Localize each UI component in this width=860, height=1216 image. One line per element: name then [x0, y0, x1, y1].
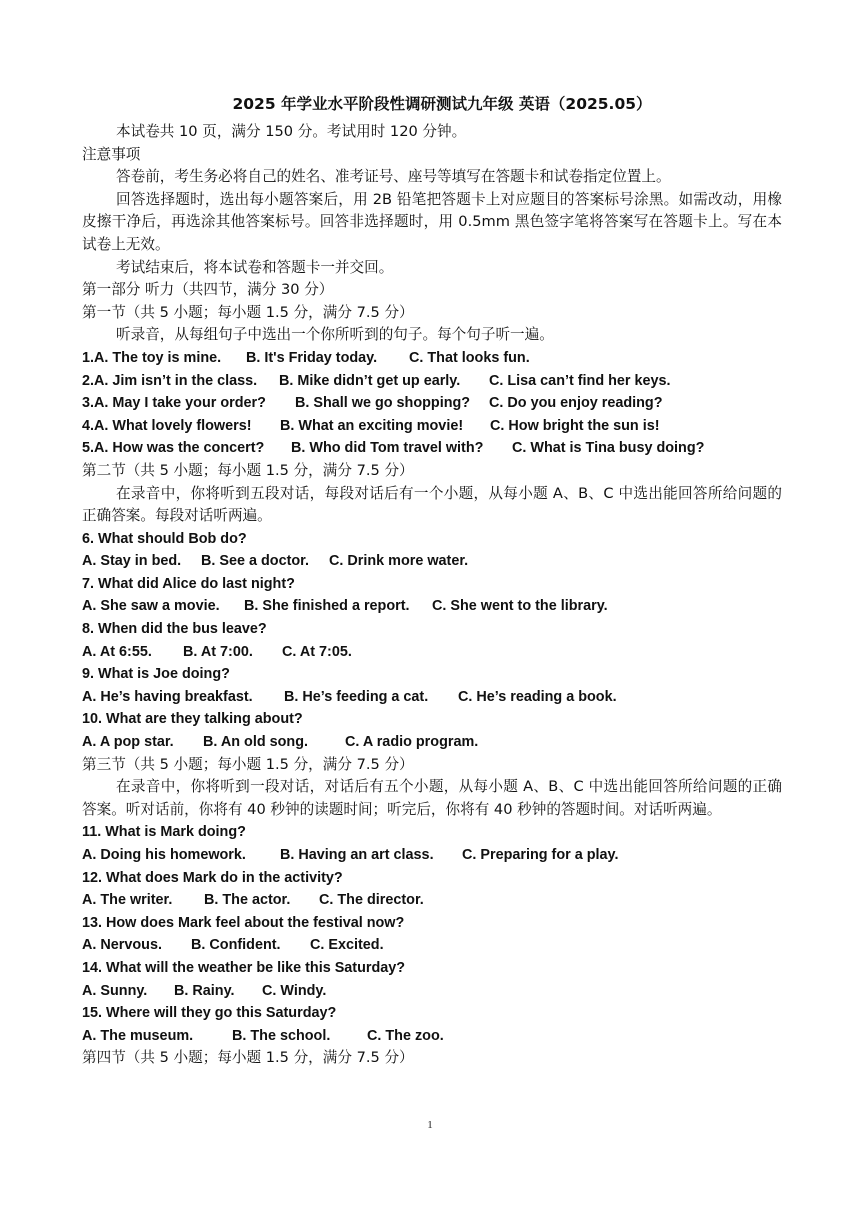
options-13: [82, 934, 782, 957]
option-c: C. Excited.: [310, 937, 384, 954]
option-a: A. Nervous.: [82, 937, 162, 954]
option-c: C. Drink more water.: [329, 553, 469, 570]
option-c: C. A radio program.: [345, 734, 479, 751]
question-13: 13. How does Mark feel about the festival now?: [82, 914, 405, 931]
option-b: B. At 7:00.: [183, 643, 253, 660]
intro-text: 本试卷共 10 页，满分 150 分。考试用时 120 分钟。: [116, 123, 467, 140]
part1-heading: 第一部分 听力（共四节，满分 30 分）: [82, 281, 334, 299]
option-a: 3.A. May I take your order?: [82, 395, 266, 412]
options-10: [82, 731, 782, 754]
option-a: A. Doing his homework.: [82, 847, 246, 863]
option-b: B. Who did Tom travel with?: [291, 440, 484, 457]
option-a: A. The museum.: [82, 1027, 194, 1044]
sentence-item-3: [82, 392, 782, 415]
option-a: 2.A. Jim isn’t in the class.: [82, 372, 258, 389]
options-7: [82, 595, 782, 618]
option-b: B. What an exciting movie!: [280, 417, 464, 434]
option-c: C. What is Tina busy doing?: [512, 440, 705, 457]
question-14: 14. What will the weather be like this Saturday?: [82, 959, 406, 976]
options-6: [82, 550, 782, 573]
question-10: 10. What are they talking about?: [82, 711, 303, 728]
option-c: C. That looks fun.: [409, 349, 530, 366]
question-7: 7. What did Alice do last night?: [82, 575, 295, 592]
options-12: [82, 889, 782, 912]
options-8: [82, 641, 782, 664]
options-15: [82, 1025, 782, 1048]
question-9: 9. What is Joe doing?: [82, 666, 230, 683]
section3-heading: 第三节（共 5 小题；每小题 1.5 分，满分 7.5 分）: [82, 755, 414, 773]
option-a: 5.A. How was the concert?: [82, 440, 265, 457]
option-b: B. Having an art class.: [280, 847, 434, 863]
option-a: A. He’s having breakfast.: [82, 688, 253, 705]
option-a: A. At 6:55.: [82, 643, 152, 660]
option-c: C. The director.: [319, 892, 424, 909]
option-c: C. At 7:05.: [282, 643, 352, 660]
option-a: A. She saw a movie.: [82, 598, 220, 615]
notice-3: 考试结束后，将本试卷和答题卡一并交回。: [116, 258, 394, 276]
option-c: C. She went to the library.: [432, 598, 608, 615]
options-14: [82, 980, 782, 1003]
option-c: C. He’s reading a book.: [458, 688, 617, 705]
section1-instruction: 听录音，从每组句子中选出一个你所听到的句子。每个句子听一遍。: [116, 326, 554, 344]
section4-heading: 第四节（共 5 小题；每小题 1.5 分，满分 7.5 分）: [82, 1049, 414, 1067]
option-c: C. Lisa can’t find her keys.: [489, 372, 671, 389]
notice-2: 回答选择题时，选出每小题答案后，用 2B 铅笔把答题卡上对应题目的答案标号涂黑。如需改动，用橡皮擦干净后，再选涂其他答案标号。回答非选择题时，用 0.5mm 黑色签字笔将答案写在答题卡上。写在本试卷上无效。: [82, 190, 782, 253]
option-a: 4.A. What lovely flowers!: [82, 417, 252, 434]
option-a: A. Stay in bed.: [82, 553, 182, 570]
option-c: C. How bright the sun is!: [490, 417, 660, 434]
question-12: 12. What does Mark do in the activity?: [82, 869, 343, 886]
option-b: B. Rainy.: [174, 982, 235, 999]
options-9: [82, 686, 782, 709]
section2-instruction: 在录音中，你将听到五段对话，每段对话后有一个小题，从每小题 A、B、C 中选出能回答所给问题的正确答案。每段对话听两遍。: [82, 484, 782, 525]
page-number: 1: [427, 1119, 433, 1131]
option-b: B. See a doctor.: [201, 553, 309, 570]
question-8: 8. When did the bus leave?: [82, 621, 267, 638]
option-c: C. Preparing for a play.: [462, 847, 619, 863]
option-b: B. Mike didn’t get up early.: [279, 372, 461, 389]
exam-page: [82, 92, 782, 1070]
option-b: B. An old song.: [203, 734, 308, 751]
notice-1: 答卷前，考生务必将自己的姓名、准考证号、座号等填写在答题卡和试卷指定位置上。: [116, 168, 671, 186]
option-b: B. It's Friday today.: [246, 349, 378, 366]
notice-heading: 注意事项: [82, 145, 141, 163]
sentence-item-1: [82, 347, 782, 370]
option-a: A. A pop star.: [82, 734, 174, 751]
option-b: B. He’s feeding a cat.: [284, 688, 429, 705]
question-15: 15. Where will they go this Saturday?: [82, 1005, 337, 1022]
option-c: C. Do you enjoy reading?: [489, 395, 663, 412]
page-title: 2025 年学业水平阶段性调研测试九年级 英语（2025.05）: [232, 95, 652, 113]
sentence-item-5: [82, 437, 782, 460]
section1-heading: 第一节（共 5 小题；每小题 1.5 分，满分 7.5 分）: [82, 303, 414, 321]
option-b: B. Shall we go shopping?: [295, 395, 471, 412]
option-b: B. The actor.: [204, 892, 291, 909]
sentence-item-4: [82, 415, 782, 438]
option-b: B. Confident.: [191, 937, 281, 954]
question-6: 6. What should Bob do?: [82, 530, 247, 547]
option-b: B. She finished a report.: [244, 598, 410, 615]
option-b: B. The school.: [232, 1027, 331, 1044]
option-a: A. The writer.: [82, 892, 173, 909]
section3-instruction: 在录音中，你将听到一段对话，对话后有五个小题，从每小题 A、B、C 中选出能回答所给问题的正确答案。听对话前，你将有 40 秒钟的读题时间；听完后，你将有 40 秒钟的答题时间。对话听两遍。: [82, 778, 782, 818]
option-a: 1.A. The toy is mine.: [82, 349, 222, 366]
section2-heading: 第二节（共 5 小题；每小题 1.5 分，满分 7.5 分）: [82, 461, 414, 479]
option-a: A. Sunny.: [82, 982, 148, 999]
option-c: C. The zoo.: [367, 1027, 444, 1044]
sentence-item-2: [82, 370, 782, 393]
option-c: C. Windy.: [262, 982, 327, 999]
question-11: 11. What is Mark doing?: [82, 824, 246, 841]
options-11: [82, 844, 782, 867]
